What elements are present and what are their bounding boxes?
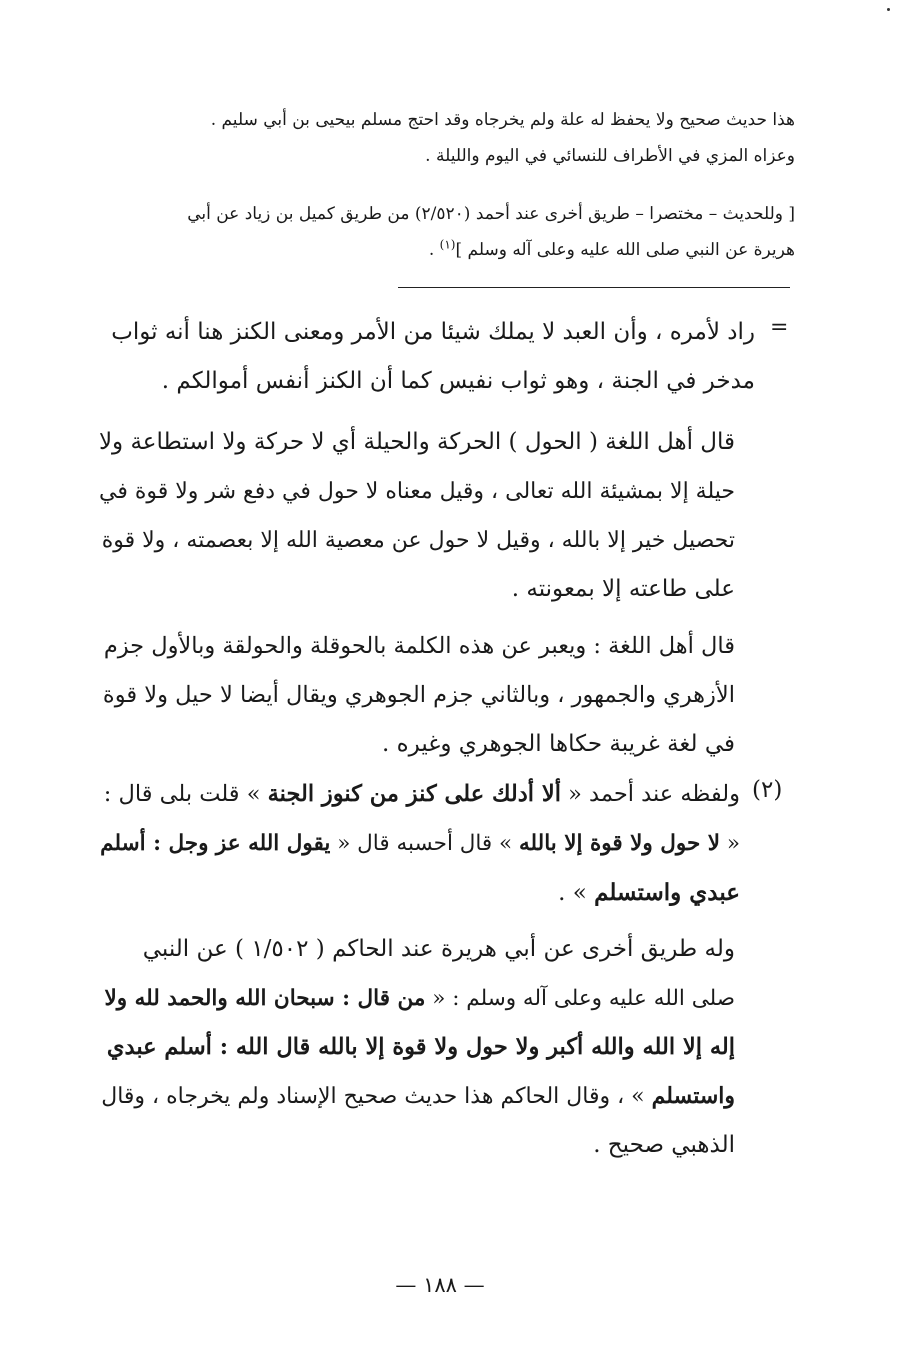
paragraph-2-line-1: قال أهل اللغة ( الحول ) الحركة والحيلة أي لا حركة ولا استطاعة ولا	[98, 429, 735, 455]
footnote-reference: (١)	[439, 237, 456, 252]
continuation-mark: =	[770, 315, 789, 340]
paragraph-3-line-2: الأزهري والجمهور ، وبالثاني جزم الجوهري ويقال أيضا لا حيل ولا قوة	[102, 682, 735, 708]
top-note-line-1: هذا حديث صحيح ولا يحفظ له علة ولم يخرجاه وقد احتج مسلم بيحيى بن أبي سليم .	[210, 110, 795, 130]
bracket-note-line-2	[95, 232, 795, 268]
top-notes	[95, 102, 795, 174]
paragraph-4-line-1: وله طريق أخرى عن أبي هريرة عند الحاكم ( ١/٥٠٢ ) عن النبي	[142, 936, 735, 962]
hadith-quote: لا حول ولا قوة إلا بالله	[519, 831, 720, 856]
paragraph-4-line-4	[95, 1072, 735, 1121]
bracket-note-end: .	[428, 240, 440, 260]
bracketed-note	[95, 196, 795, 268]
paragraph-4-text: صلى الله عليه وعلى آله وسلم : «	[425, 986, 735, 1011]
paragraph-1	[95, 308, 755, 406]
hadith-quote: عبدي واستسلم	[594, 879, 740, 906]
hadith-quote: ألا أدلك على كنز من كنوز الجنة	[267, 781, 561, 807]
bracket-note-line-1: [ وللحديث – مختصرا – طريق أخرى عند أحمد (٢/٥٢٠) من طريق كميل بن زياد عن أبي	[187, 204, 795, 224]
footnote-2-line-2	[95, 819, 740, 868]
top-note-line-2: وعزاه المزي في الأطراف للنسائي في اليوم والليلة .	[425, 146, 795, 166]
paragraph-2-line-2: حيلة إلا بمشيئة الله تعالى ، وقيل معناه لا حول في دفع شر ولا قوة في	[99, 479, 735, 504]
footnote-separator-rule	[398, 287, 790, 288]
paragraph-2	[95, 418, 735, 614]
bracket-note-text: هريرة عن النبي صلى الله عليه وعلى آله وسلم ]	[455, 240, 795, 260]
paragraph-4-text: » ، وقال الحاكم هذا حديث صحيح الإسناد ولم يخرجاه ، وقال	[101, 1084, 652, 1109]
paragraph-1-line-1: راد لأمره ، وأن العبد لا يملك شيئا من الأمر ومعنى الكنز هنا أنه ثواب	[111, 319, 755, 345]
paragraph-2-line-3: تحصيل خير إلا بالله ، وقيل لا حول عن معصية الله إلا بعصمته ، ولا قوة	[101, 528, 735, 553]
footnote-number-2: (٢)	[752, 777, 783, 803]
paragraph-2-line-4: على طاعته إلا بمعونته .	[511, 576, 735, 602]
footnote-2-line-1	[95, 770, 740, 819]
hadith-quote: من قال : سبحان الله والحمد لله ولا	[104, 986, 426, 1011]
hadith-quote: يقول الله عز وجل : أسلم	[100, 831, 331, 856]
footnote-2-text: » قلت بلى قال :	[103, 781, 268, 807]
paragraph-4-line-3: إله إلا الله والله أكبر ولا حول ولا قوة إلا بالله قال الله : أسلم عبدي	[106, 1034, 735, 1060]
paragraph-4-line-5: الذهبي صحيح .	[593, 1132, 735, 1158]
footnote-2-text: » قال أحسبه قال «	[330, 831, 520, 856]
paragraph-3-line-3: في لغة غريبة حكاها الجوهري وغيره .	[382, 731, 735, 757]
footnote-2	[95, 770, 740, 918]
paragraph-4-line-2	[95, 974, 735, 1023]
footnote-2-text: » .	[558, 880, 595, 906]
footnote-2-text: «	[720, 831, 740, 856]
footnote-2-text: ولفظه عند أحمد «	[560, 781, 740, 807]
paragraph-3-line-1: قال أهل اللغة : ويعبر عن هذه الكلمة بالحوقلة والحولقة وبالأول جزم	[103, 633, 735, 659]
paragraph-1-line-2: مدخر في الجنة ، وهو ثواب نفيس كما أن الكنز أنفس أموالكم .	[161, 368, 755, 394]
paragraph-4	[95, 925, 735, 1170]
corner-speck	[887, 8, 890, 11]
footnote-2-line-3	[95, 868, 740, 918]
page-number: — ١٨٨ —	[395, 1273, 485, 1297]
hadith-quote: واستسلم	[651, 1083, 735, 1109]
paragraph-3	[95, 622, 735, 769]
